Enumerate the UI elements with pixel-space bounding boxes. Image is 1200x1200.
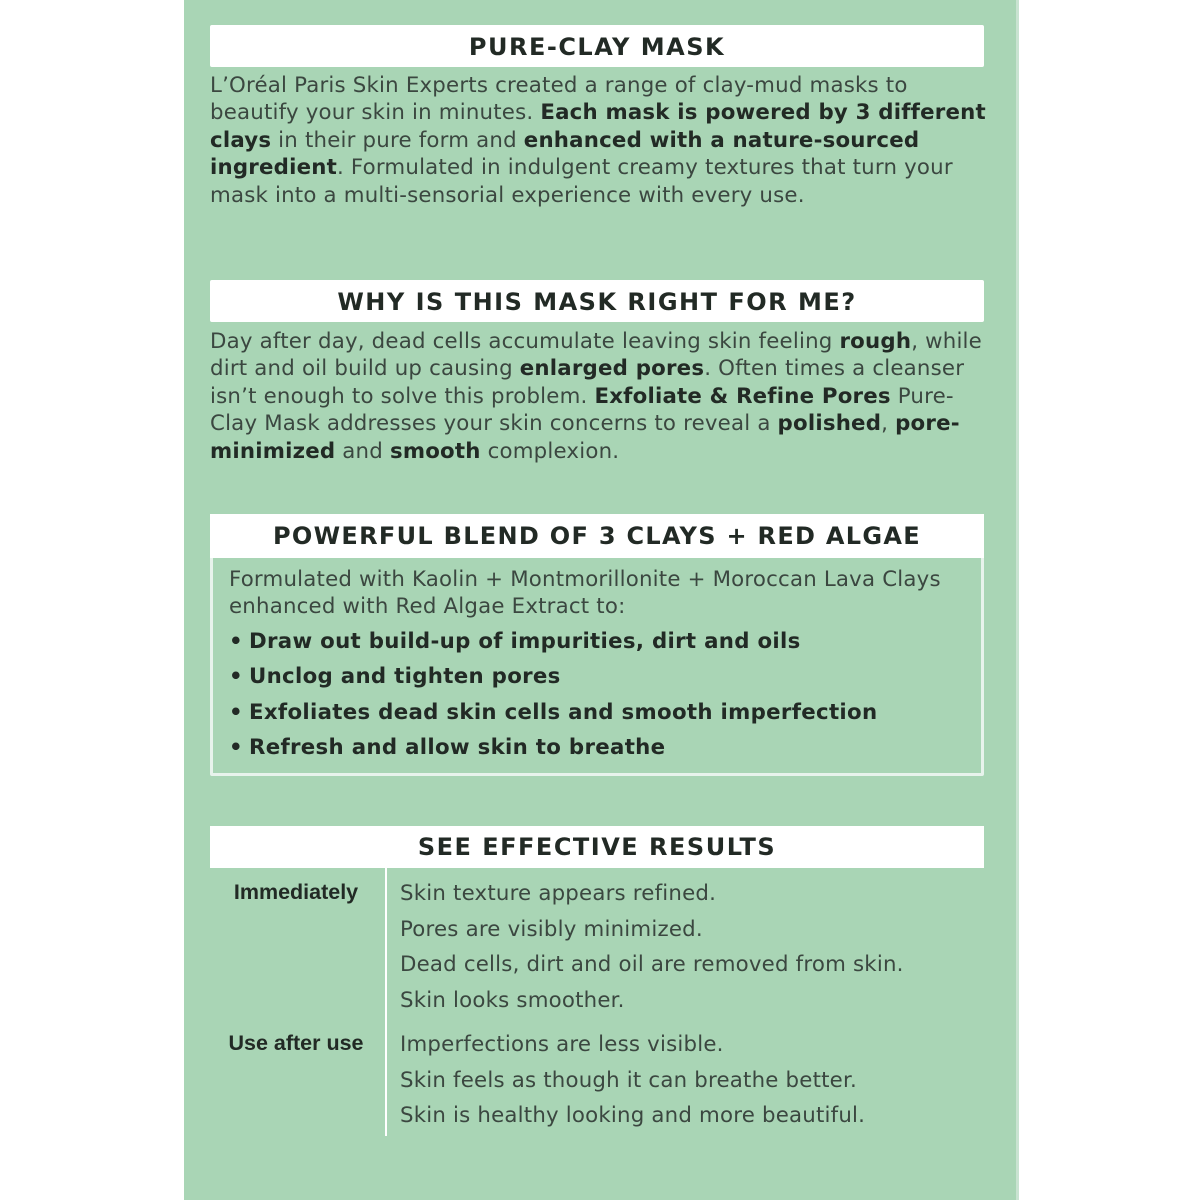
bullet-dot: • <box>229 629 243 654</box>
result-item: Skin is healthy looking and more beautiful. <box>400 1103 866 1128</box>
result-item: Skin texture appears refined. <box>400 881 717 906</box>
result-item: Skin looks smoother. <box>400 987 625 1013</box>
result-item: Skin feels as though it can breathe better. <box>400 1067 857 1093</box>
emphasis-text: rough <box>839 329 912 354</box>
emphasis-text: enhanced with a nature-sourced ingredient <box>210 127 920 181</box>
emphasis-text: enlarged pores <box>519 356 705 382</box>
pure-clay-mask-paragraph <box>210 72 990 209</box>
blend-bullet-list <box>229 624 979 765</box>
result-item: Pores are visibly minimized. <box>400 916 703 942</box>
blend-bullet <box>229 624 979 659</box>
emphasis-text: smooth <box>389 438 481 464</box>
bullet-text: Unclog and tighten pores <box>249 664 561 690</box>
emphasis-text: Exfoliate & Refine Pores <box>594 383 891 409</box>
why-right-paragraph <box>210 328 990 465</box>
use-after-use-list <box>400 1027 1000 1134</box>
body-text: in their pure form and <box>271 127 524 153</box>
blend-bullet <box>229 730 979 765</box>
body-text: complexion. <box>480 438 620 464</box>
bullet-dot: • <box>229 699 243 725</box>
blend-header: POWERFUL BLEND OF 3 CLAYS + RED ALGAE <box>210 514 984 558</box>
blend-intro: Formulated with Kaolin + Montmorillonite + Moroccan Lava Clays enhanced with Red Algae Extract to: <box>229 567 941 620</box>
body-text: Pure-Clay Mask addresses your skin concerns to reveal a <box>210 383 954 437</box>
body-text: , while dirt and oil build up causing <box>210 329 982 382</box>
result-item: Dead cells, dirt and oil are removed from skin. <box>400 952 904 977</box>
bullet-dot: • <box>229 734 243 760</box>
result-item: Imperfections are less visible. <box>400 1032 724 1057</box>
bullet-text: Draw out build-up of impurities, dirt and oils <box>249 629 801 654</box>
body-text: Day after day, dead cells accumulate leaving skin feeling <box>210 329 840 354</box>
bullet-text: Refresh and allow skin to breathe <box>249 734 666 760</box>
immediately-list <box>400 876 1000 1018</box>
why-right-header: WHY IS THIS MASK RIGHT FOR ME? <box>210 280 984 322</box>
body-text: L’Oréal Paris Skin Experts created a range of clay-mud masks to beautify your skin in minutes. <box>210 73 908 126</box>
blend-bullet <box>229 695 979 730</box>
bullet-dot: • <box>229 664 243 690</box>
body-text: . Formulated in indulgent creamy textures that turn your mask into a multi-sensorial experience with every use. <box>210 155 953 208</box>
results-divider <box>385 868 387 1136</box>
body-text: and <box>335 438 390 464</box>
immediately-label: Immediately <box>233 880 359 904</box>
blend-bullet <box>229 659 979 694</box>
emphasis-text: pore-minimized <box>210 411 960 464</box>
body-text: , <box>881 411 896 437</box>
pure-clay-mask-header: PURE-CLAY MASK <box>210 25 984 67</box>
bullet-text: Exfoliates dead skin cells and smooth imperfection <box>249 699 878 725</box>
emphasis-text: Each mask is powered by 3 different clays <box>210 100 986 153</box>
body-text: . Often times a cleanser isn’t enough to solve this problem. <box>210 356 965 409</box>
panel-edge <box>1016 0 1019 1200</box>
use-after-use-label: Use after use <box>228 1031 364 1055</box>
results-header: SEE EFFECTIVE RESULTS <box>210 826 984 868</box>
emphasis-text: polished <box>777 411 882 437</box>
